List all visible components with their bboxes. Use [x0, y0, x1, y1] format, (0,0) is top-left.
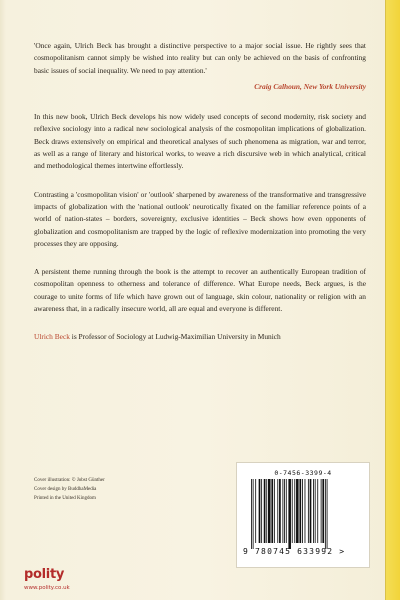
credit-illustration: Cover illustration: © Jobst Günther [34, 478, 105, 483]
description-paragraph-1: In this new book, Ulrich Beck develops his now widely used concepts of second modernity, risk society and reflexive sociology into a radical new sociological analysis of the cosmopolitan implications of globalization. Beck draws extensively on empirical and theoretical analyses of such phenomena as migration, war and terror, as well as a range of literary and historical works, to weave a rich discursive web in which analytical, critical and methodological themes intertwine effortlessly. [34, 112, 366, 171]
credit-design: Cover design by BuddhaMedia [34, 487, 97, 492]
barcode-icon [249, 479, 357, 549]
spine-edge [385, 0, 400, 600]
publisher-url: www.polity.co.uk [24, 585, 70, 591]
author-name: Ulrich Beck [34, 332, 70, 342]
cover-credits [34, 476, 174, 503]
quote-text: 'Once again, Ulrich Beck has brought a distinctive perspective to a major social issue. He rightly sees that cosmopolitanism cannot simply be wished into reality but can only be achieved on the basis of confronting basic issues of social inequality. We need to pay attention.' [34, 41, 366, 75]
author-bio-text: is Professor of Sociology at Ludwig-Maximilian University in Munich [69, 332, 281, 342]
ean-number: 9 780745 633992 > [243, 547, 346, 556]
isbn-number: 0-7456-3399-4 [274, 469, 332, 477]
description-paragraph-3: A persistent theme running through the book is the attempt to recover an authentically European tradition of cosmopolitan openness to otherness and tolerance of difference. What Europe needs, Beck argues, is the courage to unite forms of life which have grown out of language, skin colour, nationality or religion with an awareness that, in a radically insecure world, all are equal and everyone is different. [34, 267, 366, 314]
author-bio [34, 331, 366, 343]
barcode-panel [236, 462, 370, 568]
credit-printed: Printed in the United Kingdom [34, 496, 96, 501]
publisher-logo: polity [24, 567, 65, 582]
cover-text [34, 40, 366, 344]
description-paragraph-2: Contrasting a 'cosmopolitan vision' or 'outlook' sharpened by awareness of the transformative and transgressive impacts of globalization with the 'national outlook' neurotically fixated on the familiar reference points of a world of nation-states – borders, sovereignty, exclusive identities – Beck shows how even opponents of globalization and cosmopolitanism are trapped by the logic of reflexive modernization into promoting the very processes they are opposing. [34, 189, 366, 248]
quote-attribution: Craig Calhoun, New York University [254, 81, 366, 91]
review-quote [34, 40, 366, 93]
